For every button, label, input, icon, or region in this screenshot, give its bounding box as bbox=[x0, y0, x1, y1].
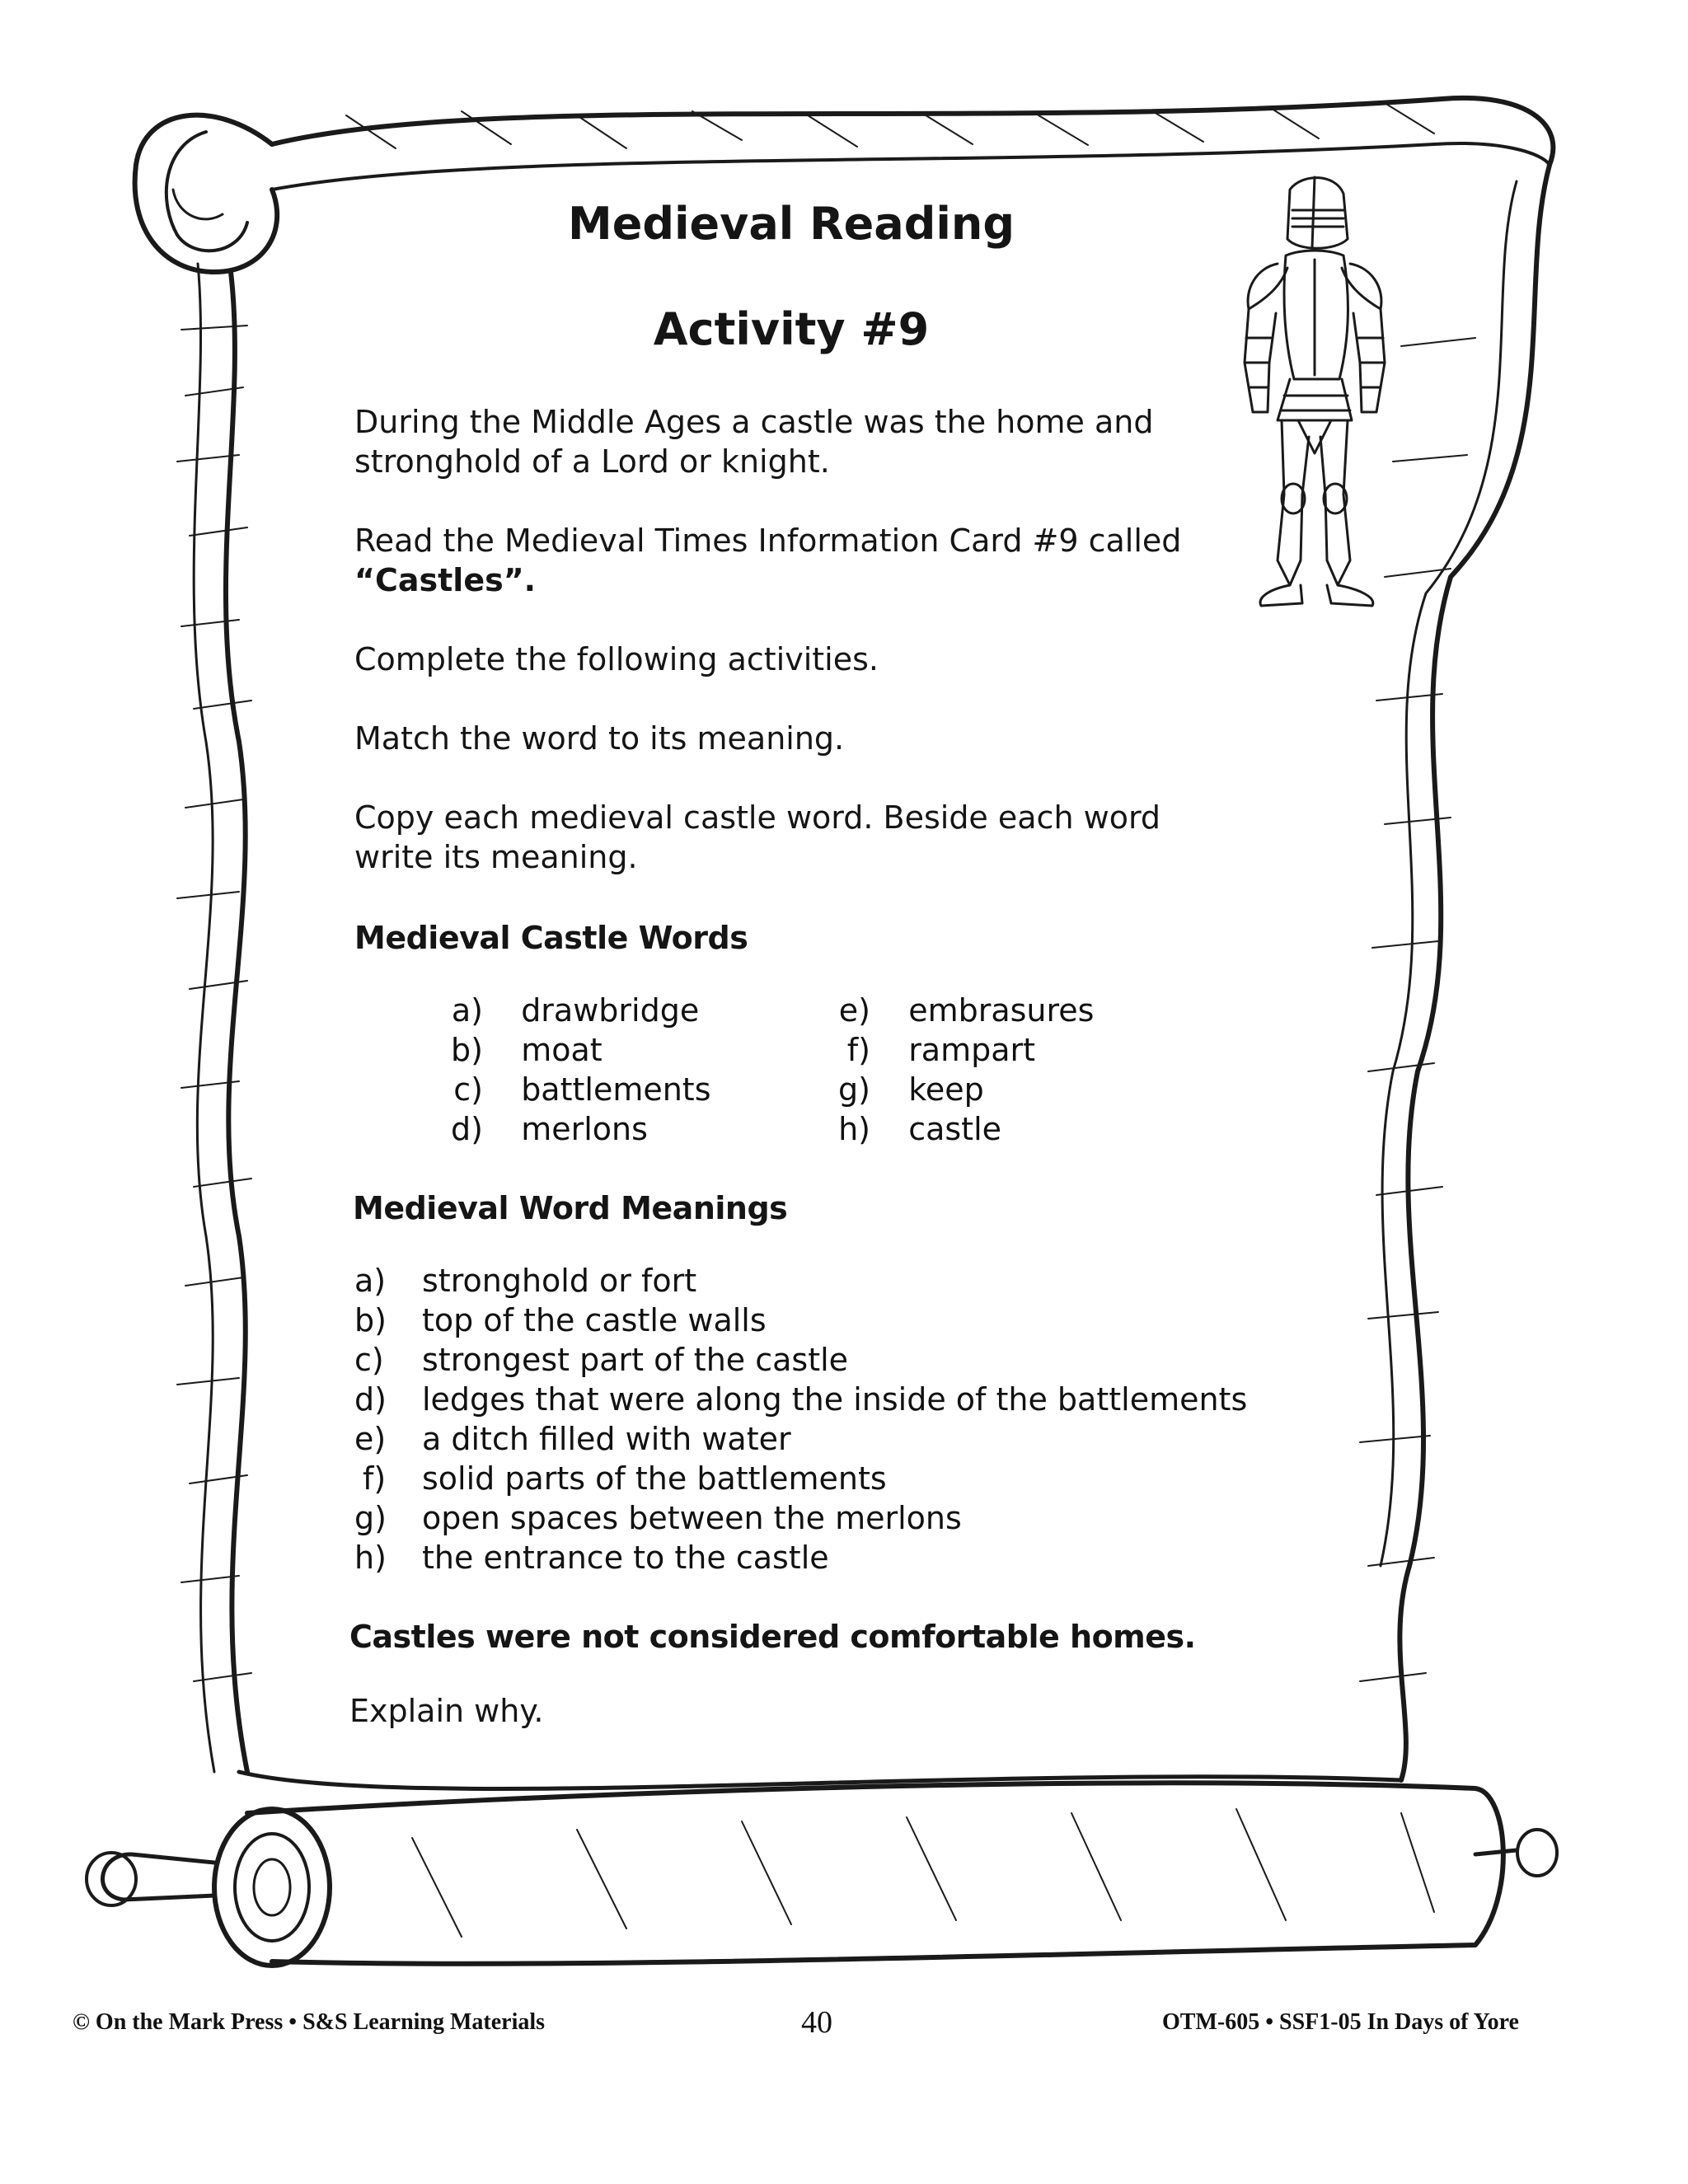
word-item bbox=[808, 1070, 984, 1109]
meaning-text: strongest part of the castle bbox=[422, 1342, 849, 1378]
match-instruction: Match the word to its meaning. bbox=[354, 720, 845, 757]
word-text: castle bbox=[908, 1111, 1001, 1147]
word-text: merlons bbox=[521, 1111, 648, 1147]
word-text: embrasures bbox=[908, 992, 1095, 1029]
meaning-letter: h) bbox=[354, 1540, 387, 1576]
word-letter: e) bbox=[838, 992, 870, 1029]
footer-copyright: © On the Mark Press • S&S Learning Materials bbox=[73, 2009, 546, 2035]
copy-line-1: Copy each medieval castle word. Beside each word bbox=[354, 799, 1161, 836]
meaning-letter: f) bbox=[363, 1460, 387, 1497]
meaning-letter: e) bbox=[354, 1421, 387, 1457]
worksheet-title: Medieval Reading bbox=[567, 198, 1015, 250]
intro-line-1: During the Middle Ages a castle was the home and bbox=[354, 404, 1154, 440]
meaning-text: solid parts of the battlements bbox=[422, 1460, 887, 1497]
read-card-line-1: Read the Medieval Times Information Card #9 called bbox=[354, 523, 1182, 559]
word-text: drawbridge bbox=[521, 992, 700, 1029]
intro-paragraph bbox=[354, 402, 1153, 481]
word-letter: d) bbox=[451, 1111, 483, 1147]
meaning-letter: d) bbox=[354, 1381, 387, 1418]
word-letter: g) bbox=[838, 1071, 870, 1108]
word-item bbox=[420, 1070, 711, 1109]
meaning-item bbox=[354, 1340, 848, 1380]
explain-prompt: Explain why. bbox=[349, 1693, 544, 1729]
page-number: 40 bbox=[801, 2005, 832, 2040]
copy-line-2: write its meaning. bbox=[354, 839, 638, 875]
intro-line-2: stronghold of a Lord or knight. bbox=[354, 443, 830, 480]
meaning-letter: a) bbox=[354, 1263, 387, 1299]
word-letter: a) bbox=[451, 992, 483, 1029]
card-title: “Castles”. bbox=[354, 562, 537, 598]
meaning-text: a ditch filled with water bbox=[422, 1421, 791, 1457]
meaning-item bbox=[354, 1419, 791, 1459]
word-item bbox=[808, 1030, 1035, 1070]
meaning-text: top of the castle walls bbox=[422, 1302, 767, 1338]
word-letter: h) bbox=[838, 1111, 870, 1147]
meaning-text: the entrance to the castle bbox=[422, 1540, 829, 1576]
meaning-letter: g) bbox=[354, 1500, 387, 1536]
word-text: keep bbox=[908, 1071, 984, 1108]
meaning-letter: b) bbox=[354, 1302, 387, 1338]
word-letter: b) bbox=[451, 1032, 483, 1068]
meaning-text: stronghold or fort bbox=[422, 1263, 697, 1299]
word-text: rampart bbox=[908, 1032, 1036, 1068]
comfort-statement: Castles were not considered comfortable homes. bbox=[349, 1619, 1196, 1655]
footer-product-code: OTM-605 • SSF1-05 In Days of Yore bbox=[1162, 2009, 1519, 2035]
meaning-item bbox=[354, 1261, 696, 1301]
meaning-letter: c) bbox=[354, 1342, 384, 1378]
read-card-paragraph bbox=[354, 521, 1181, 600]
complete-instruction: Complete the following activities. bbox=[354, 641, 879, 677]
word-text: moat bbox=[521, 1032, 603, 1068]
word-letter: f) bbox=[846, 1032, 870, 1068]
meaning-text: open spaces between the merlons bbox=[422, 1500, 962, 1536]
word-meanings-heading: Medieval Word Meanings bbox=[353, 1190, 788, 1226]
meaning-text: ledges that were along the inside of the battlements bbox=[422, 1381, 1248, 1418]
copy-instruction bbox=[354, 798, 1160, 877]
word-text: battlements bbox=[521, 1071, 711, 1108]
meaning-item bbox=[354, 1459, 887, 1498]
meaning-item bbox=[354, 1380, 1247, 1419]
word-item bbox=[420, 1030, 603, 1070]
word-item bbox=[808, 1109, 1001, 1149]
meaning-item bbox=[354, 1301, 767, 1340]
meaning-item bbox=[354, 1498, 962, 1538]
knight-illustration bbox=[1212, 173, 1418, 618]
word-item bbox=[420, 1109, 648, 1149]
meaning-item bbox=[354, 1538, 829, 1577]
word-letter: c) bbox=[453, 1071, 483, 1108]
castle-words-heading: Medieval Castle Words bbox=[354, 920, 748, 956]
word-item bbox=[420, 991, 699, 1030]
activity-number: Activity #9 bbox=[653, 303, 930, 355]
word-item bbox=[808, 991, 1094, 1030]
